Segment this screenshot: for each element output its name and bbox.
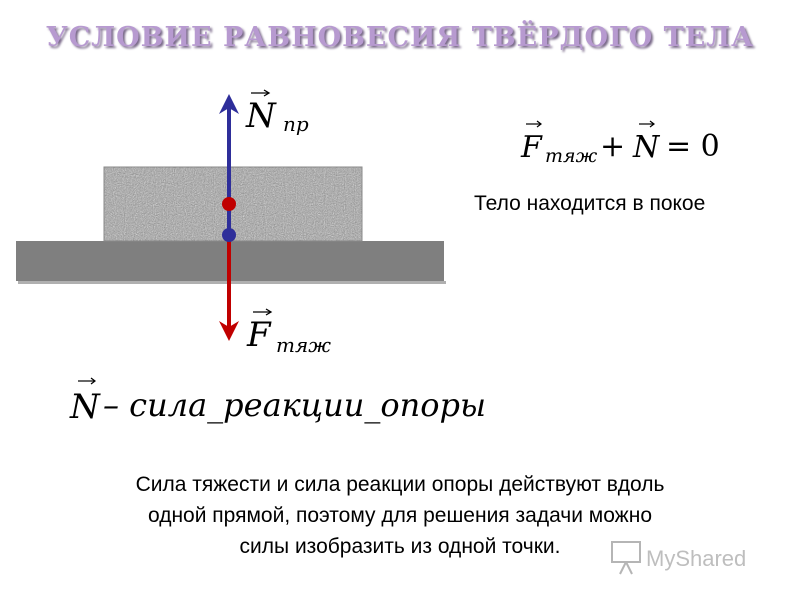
contact-point [222, 228, 236, 242]
normal-force-label [245, 90, 309, 136]
eq-gravity-symbol: F [521, 130, 542, 165]
eq-normal-symbol: N [633, 130, 660, 165]
gravity-symbol: F [247, 315, 271, 355]
explanation-text [20, 469, 780, 562]
explanation-line-2: одной прямой, поэтому для решения задачи можно [147, 504, 652, 527]
explanation-line-3: силы изобразить из одной точки. [239, 535, 561, 558]
def-text: – сила_реакции_опоры [103, 386, 486, 424]
center-of-mass-point [222, 197, 236, 211]
support-shadow [18, 281, 446, 284]
def-normal-symbol: N [70, 387, 100, 427]
watermark-text: MyShared [646, 546, 747, 571]
normal-subscript: пр [283, 112, 309, 136]
slide-title: УСЛОВИЕ РАВНОВЕСИЯ ТВЁРДОГО ТЕЛА [45, 22, 755, 53]
eq-gravity-subscript: тяж [545, 145, 598, 167]
normal-symbol: N [246, 96, 276, 136]
eq-plus: + [600, 129, 626, 164]
rest-caption: Тело находится в покое [474, 192, 706, 215]
gravity-label [246, 309, 331, 357]
definition-formula [69, 378, 486, 427]
gravity-subscript: тяж [276, 333, 331, 357]
explanation-line-1: Сила тяжести и сила реакции опоры действуют вдоль [135, 473, 665, 496]
equilibrium-formula [520, 121, 720, 167]
eq-zero: = 0 [666, 129, 720, 164]
